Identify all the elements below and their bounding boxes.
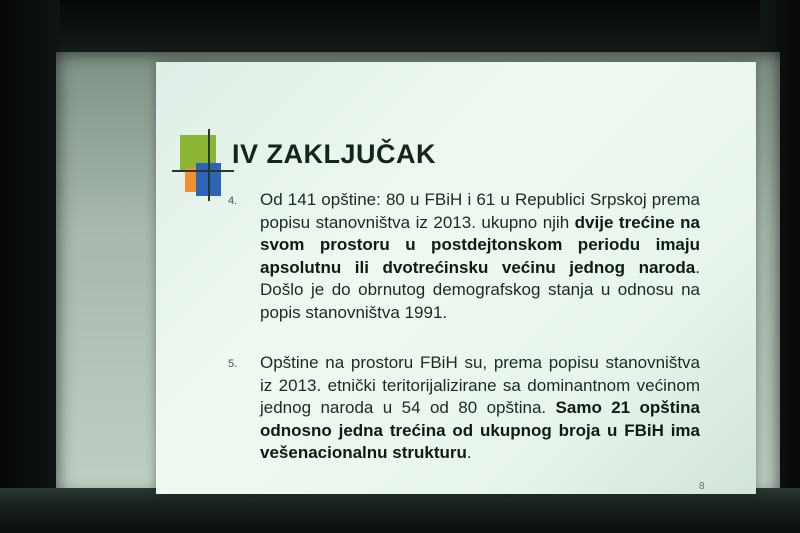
room-background-left	[0, 0, 60, 533]
slide-page-number: 8	[699, 481, 705, 492]
presentation-slide	[156, 62, 756, 494]
slide-title: IV ZAKLJUČAK	[232, 139, 437, 169]
item-number: 4.	[228, 195, 238, 207]
decorative-horizontal-line	[172, 170, 234, 172]
decorative-vertical-line	[208, 129, 210, 201]
list-item	[260, 352, 700, 465]
list-item	[260, 189, 700, 324]
item-text: . Došlo je do obrnutog demografskog stanja u odnosu na popis stanovništva 1991.	[260, 257, 700, 322]
item-bold-text: Samo 21 opština odnosno jedna trećina od ukupnog broja u FBiH ima vešenacionalnu strukturu	[260, 398, 700, 462]
item-text: Opštine na prostoru FBiH su, prema popisu stanovništva iz 2013. etnički teritorijalizirane sa dominantnom većinom jednog naroda u 54 od 80 opština.	[260, 353, 700, 417]
item-bold-text: dvije trećine na svom prostoru u postdejtonskom periodu imaju apsolutnu ili dvotrećinsku većinu jednog naroda	[260, 212, 701, 277]
room-background-bottom	[0, 488, 800, 533]
item-text: Od 141 opštine: 80 u FBiH i 61 u Republici Srpskoj prema popisu stanovništva iz 2013. ukupno njih	[260, 190, 700, 232]
item-text: .	[466, 443, 472, 462]
item-number: 5.	[228, 358, 238, 370]
